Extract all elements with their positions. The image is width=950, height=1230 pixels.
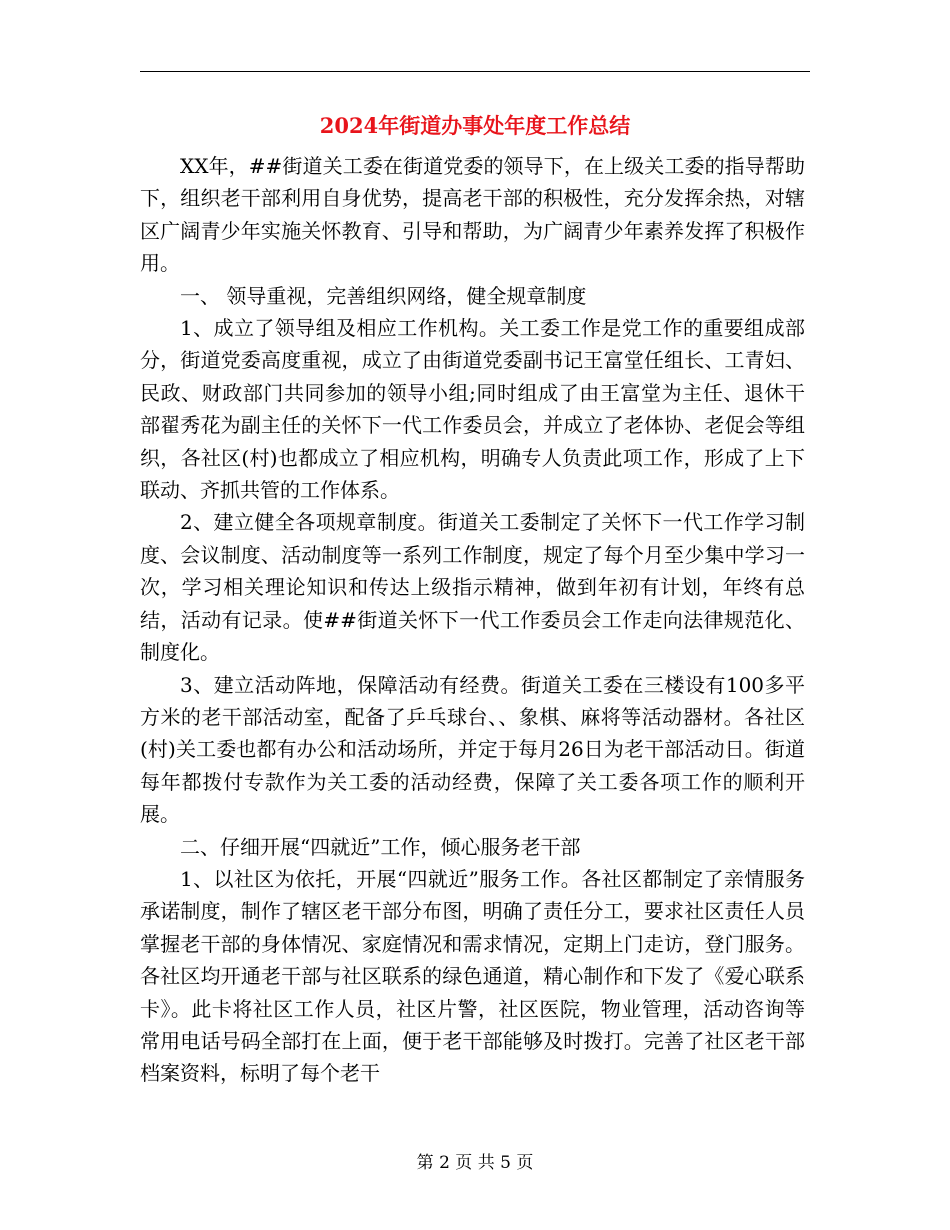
section-heading-1: 一、 领导重视，完善组织网络，健全规章制度: [180, 283, 587, 308]
document-body: [140, 150, 805, 1090]
paragraph-1-2: 2、建立健全各项规章制度。街道关工委制定了关怀下一代工作学习制度、会议制度、活动制度等一系列工作制度，规定了每个月至少集中学习一次，学习相关理论知识和传达上级指示精神，做到年初有计划，年终有总结，活动有记录。使##街道关怀下一代工作委员会工作走向法律规范化、制度化。: [140, 510, 805, 665]
header-rule: [140, 71, 810, 72]
page-number: 第 2 页 共 5 页: [416, 1153, 534, 1173]
section-heading-2: 二、仔细开展“四就近”工作，倾心服务老干部: [180, 834, 581, 859]
paragraph-1-3: 3、建立活动阵地，保障活动有经费。街道关工委在三楼设有100多平方米的老干部活动室，配备了乒乓球台、、象棋、麻将等活动器材。各社区(村)关工委也都有办公和活动场所，并定于每月26日为老干部活动日。街道每年都拨付专款作为关工委的活动经费，保障了关工委各项工作的顺利开展。: [140, 672, 805, 827]
paragraph-1-1: 1、成立了领导组及相应工作机构。关工委工作是党工作的重要组成部分，街道党委高度重视，成立了由街道党委副书记王富堂任组长、工青妇、民政、财政部门共同参加的领导小组;同时组成了由王富堂为主任、退休干部翟秀花为副主任的关怀下一代工作委员会，并成立了老体协、老促会等组织，各社区(村)也都成立了相应机构，明确专人负责此项工作，形成了上下联动、齐抓共管的工作体系。: [140, 316, 805, 503]
document-title: 2024年街道办事处年度工作总结: [319, 113, 631, 138]
paragraph-2-1: 1、以社区为依托，开展“四就近”服务工作。各社区都制定了亲情服务承诺制度，制作了辖区老干部分布图，明确了责任分工，要求社区责任人员掌握老干部的身体情况、家庭情况和需求情况，定期上门走访，登门服务。各社区均开通老干部与社区联系的绿色通道，精心制作和下发了《爱心联系卡》。此卡将社区工作人员，社区片警，社区医院，物业管理，活动咨询等常用电话号码全部打在上面，便于老干部能够及时拨打。完善了社区老干部档案资料，标明了每个老干: [140, 866, 805, 1086]
paragraph-intro: XX年，##街道关工委在街道党委的领导下，在上级关工委的指导帮助下，组织老干部利用自身优势，提高老干部的积极性，充分发挥余热，对辖区广阔青少年实施关怀教育、引导和帮助，为广阔青少年素养发挥了积极作用。: [140, 154, 805, 276]
